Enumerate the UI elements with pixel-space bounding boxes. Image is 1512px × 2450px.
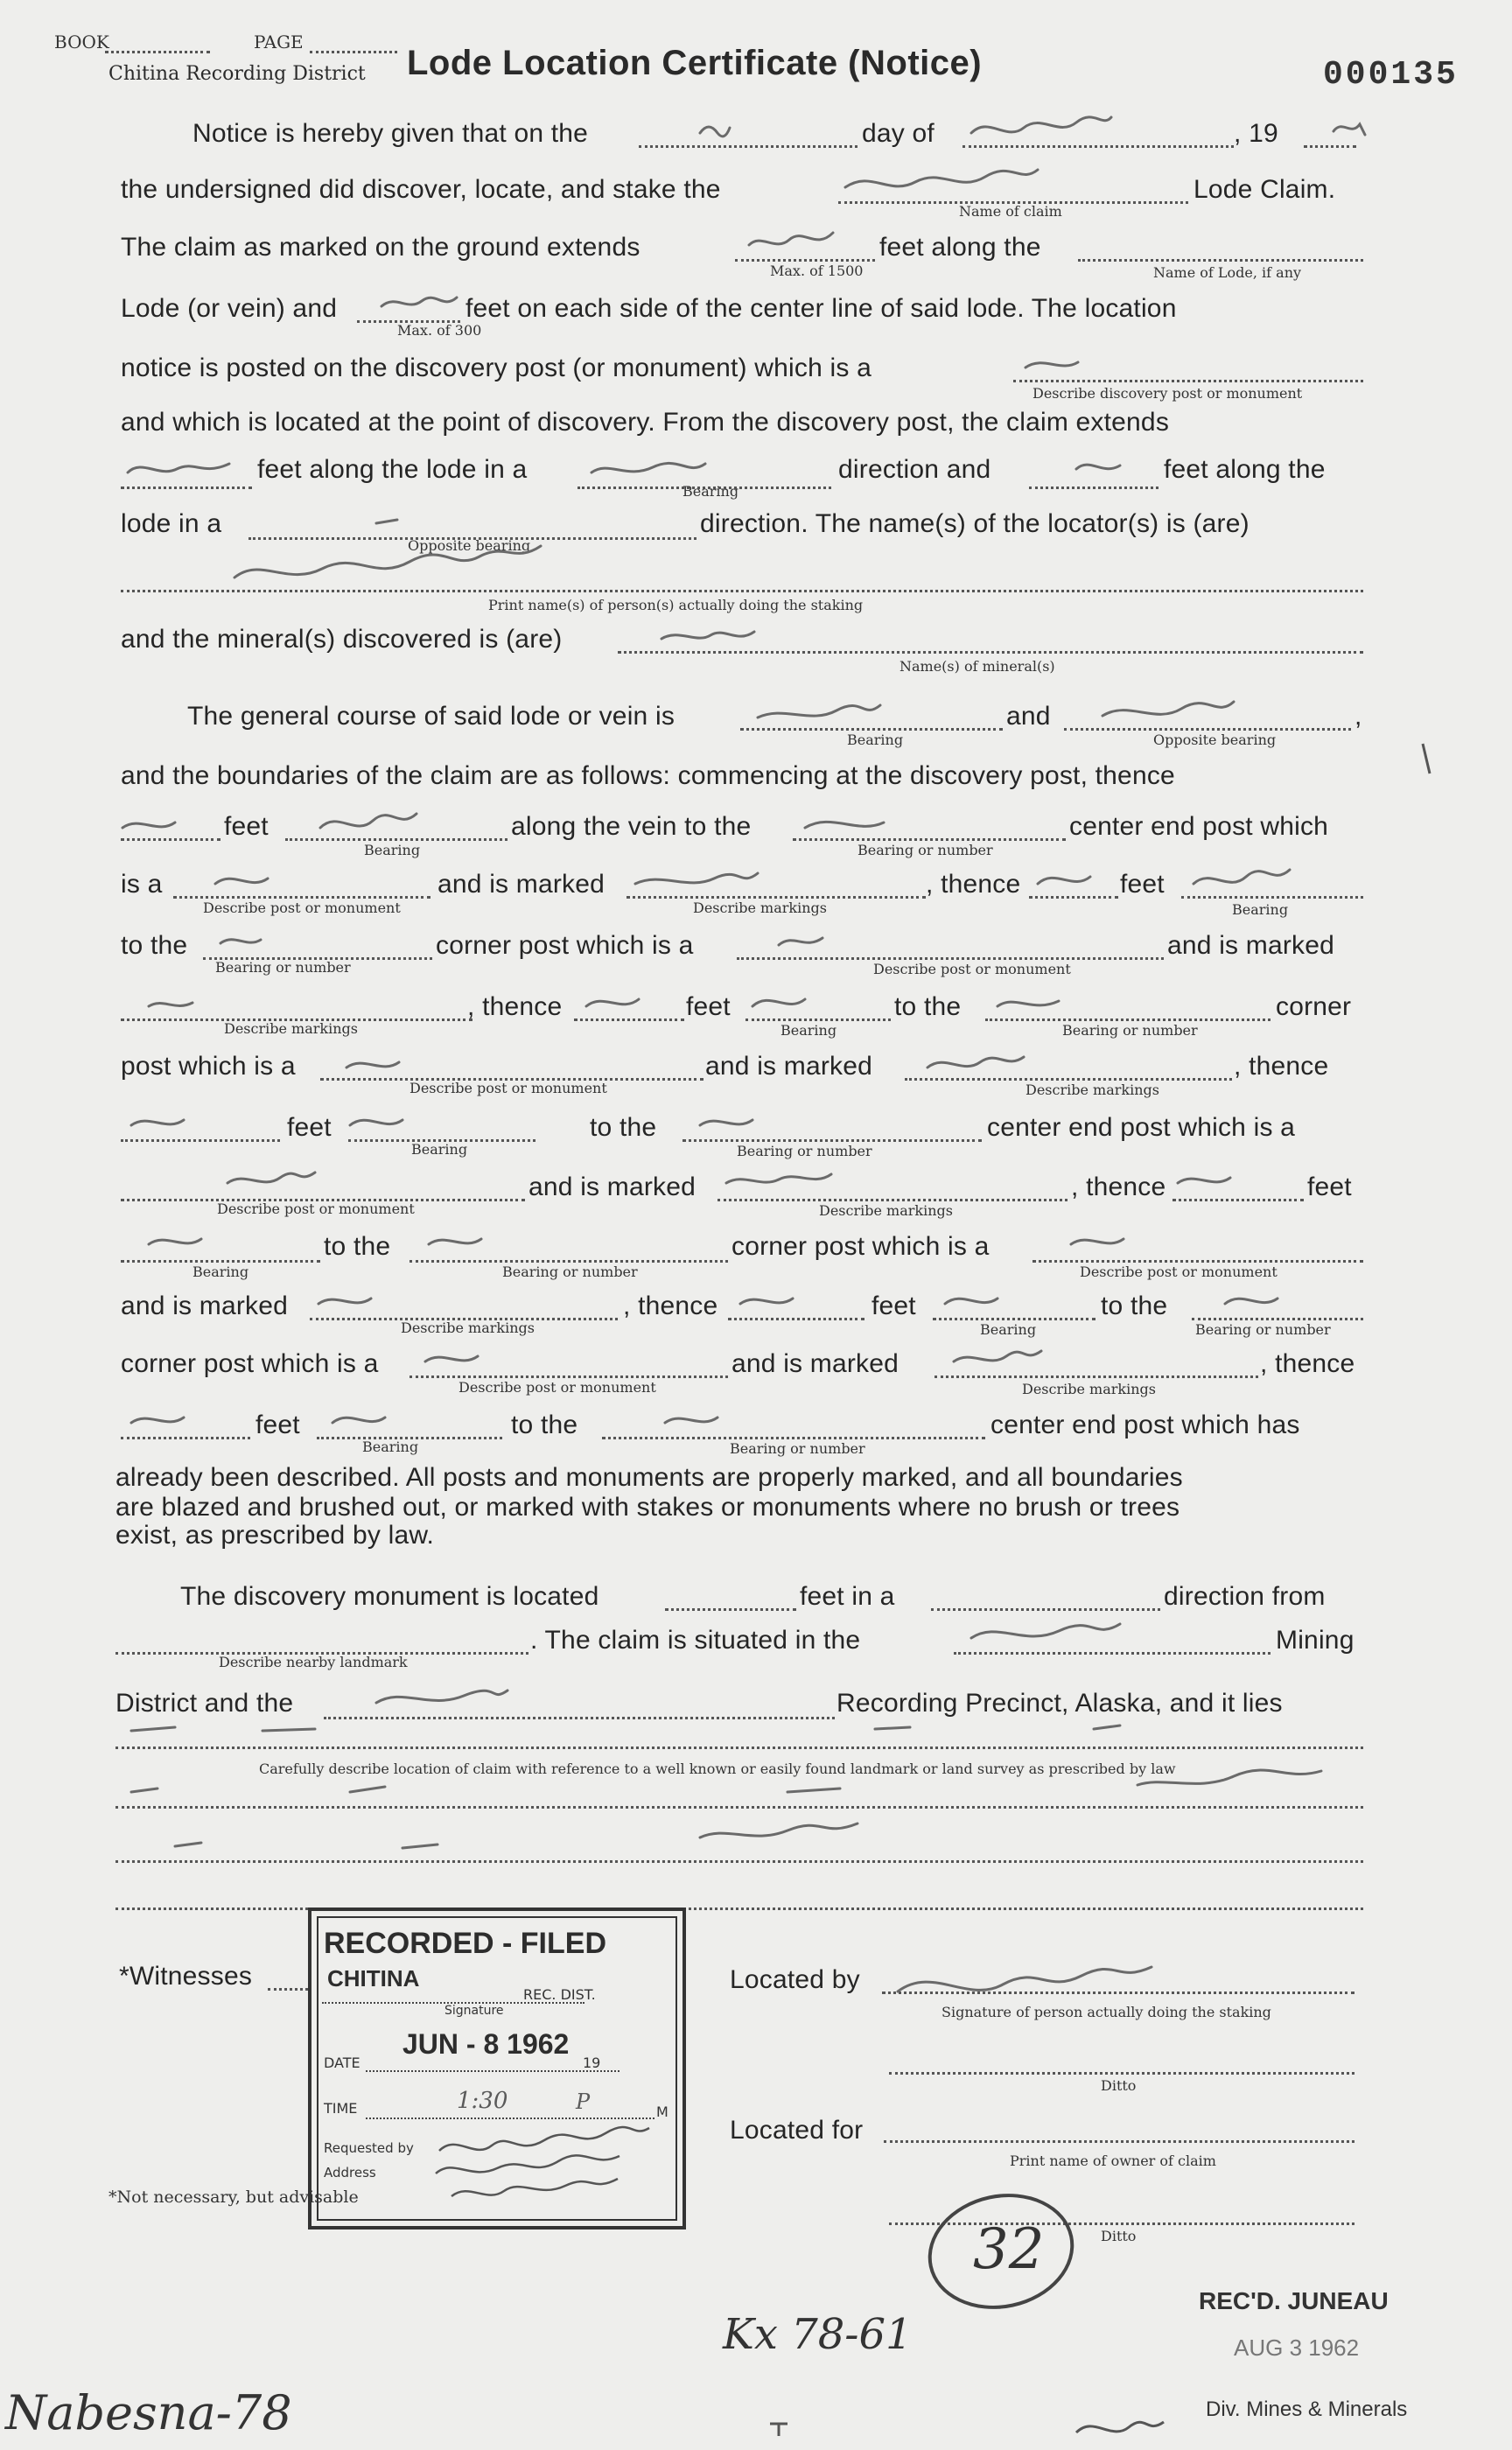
caption: Opposite bearing — [1153, 732, 1277, 748]
page-label: PAGE — [254, 32, 304, 52]
reference-number: Kx 78-61 — [723, 2310, 913, 2359]
text-line: Lode Claim. — [1194, 175, 1336, 204]
text-line: direction and — [838, 455, 991, 484]
text-line: feet on each side of the center line of said lode. The location — [466, 294, 1177, 323]
caption: Describe post or monument — [458, 1379, 656, 1396]
caption: Describe markings — [819, 1202, 953, 1219]
text-line: the undersigned did discover, locate, and stake the — [121, 175, 721, 204]
caption: Bearing — [847, 732, 904, 748]
text-line: to the — [121, 931, 188, 960]
owner-caption: Print name of owner of claim — [1010, 2152, 1216, 2169]
caption: Describe post or monument — [1080, 1264, 1278, 1280]
text-line: and is marked — [1167, 931, 1335, 960]
text-line: and is marked — [121, 1292, 289, 1320]
text-line: to the — [590, 1113, 657, 1142]
text-line: The discovery monument is located — [180, 1582, 599, 1611]
text-line: is a — [121, 870, 163, 899]
text-line: , thence — [623, 1292, 718, 1320]
caption: Carefully describe location of claim with reference to a well known or easily found landmark or land survey as prescribed by law — [259, 1760, 1176, 1777]
stamp-time-label: TIME — [324, 2100, 358, 2117]
text-line: , thence — [1260, 1349, 1355, 1378]
caption: Max. of 300 — [397, 322, 482, 339]
text-line: feet — [287, 1113, 332, 1142]
caption: Name(s) of mineral(s) — [900, 658, 1055, 675]
text-line: District and the — [116, 1689, 294, 1718]
caption: Bearing — [980, 1321, 1037, 1338]
text-line: Mining — [1276, 1626, 1354, 1655]
stamp-time-m: M — [656, 2104, 668, 2120]
located-by-label: Located by — [730, 1965, 860, 1994]
text-line: to the — [1101, 1292, 1168, 1320]
text-line: corner post which is a — [732, 1232, 990, 1261]
text-line: Lode (or vein) and — [121, 294, 338, 323]
text-line: center end post which — [1069, 812, 1329, 841]
stamp-rec-dist: REC. DIST. — [523, 1986, 596, 2003]
caption: Bearing or number — [1062, 1022, 1198, 1039]
caption: Bearing or number — [737, 1143, 872, 1159]
text-line: feet in a — [800, 1582, 895, 1611]
book-label: BOOK — [54, 32, 109, 52]
text-line: feet — [224, 812, 269, 841]
text-line: feet — [1307, 1172, 1352, 1201]
stamp-time-p: P — [576, 2090, 591, 2114]
text-line: Recording Precinct, Alaska, and it lies — [836, 1689, 1283, 1718]
caption: Bearing or number — [1195, 1321, 1331, 1338]
text-line: center end post which has — [990, 1410, 1300, 1439]
caption: Bearing — [364, 842, 421, 858]
caption: Bearing — [682, 483, 739, 500]
ditto-caption: Ditto — [1101, 2077, 1137, 2094]
text-line: and which is located at the point of discovery. From the discovery post, the claim extends — [121, 408, 1170, 437]
text-line: Notice is hereby given that on the — [192, 119, 589, 148]
text-line: and is marked — [438, 870, 606, 899]
text-line: notice is posted on the discovery post (or monument) which is a — [121, 354, 872, 382]
caption: Describe markings — [693, 900, 827, 916]
caption: Describe markings — [401, 1320, 535, 1336]
caption: Describe post or monument — [217, 1200, 415, 1217]
text-line: center end post which is a — [987, 1113, 1296, 1142]
caption: Describe nearby landmark — [219, 1654, 408, 1670]
caption: Bearing — [1232, 901, 1289, 918]
text-line: day of — [862, 119, 934, 148]
text-line: and the boundaries of the claim are as follows: commencing at the discovery post, thence — [121, 761, 1175, 790]
text-line: feet — [256, 1410, 300, 1439]
text-line: , 19 — [1234, 119, 1278, 148]
text-line: and is marked — [732, 1349, 900, 1378]
stamp-requested-by: Requested by — [324, 2140, 414, 2156]
text-line: feet — [1120, 870, 1165, 899]
text-line: , — [1354, 702, 1362, 731]
division-label: Div. Mines & Minerals — [1206, 2398, 1408, 2421]
text-line: feet along the — [879, 233, 1041, 262]
text-line: and is marked — [705, 1052, 873, 1081]
text-line: The claim as marked on the ground extends — [121, 233, 640, 262]
caption: Describe post or monument — [873, 961, 1071, 977]
text-line: , thence — [1071, 1172, 1166, 1201]
caption: Bearing or number — [215, 959, 351, 976]
caption: Describe post or monument — [410, 1080, 607, 1096]
text-line: to the — [511, 1410, 578, 1439]
stamp-year: 19 — [583, 2054, 601, 2071]
text-line: , thence — [467, 992, 563, 1021]
caption: Describe markings — [224, 1020, 358, 1037]
text-line: . The claim is situated in the — [530, 1626, 861, 1655]
text-line: already been described. All posts and monuments are properly marked, and all boundaries — [116, 1463, 1183, 1492]
located-for-label: Located for — [730, 2116, 864, 2145]
caption: Print name(s) of person(s) actually doing the staking — [488, 597, 864, 613]
circled-number: 32 — [973, 2217, 1045, 2282]
received-stamp: REC'D. JUNEAU — [1199, 2287, 1389, 2314]
text-line: , thence — [1234, 1052, 1329, 1081]
text-line: feet along the — [1164, 455, 1326, 484]
caption: Bearing — [362, 1438, 419, 1455]
caption: Name of claim — [959, 203, 1062, 220]
stamp-date-label: DATE — [324, 2054, 360, 2071]
text-line: and — [1006, 702, 1051, 731]
caption: Describe post or monument — [203, 900, 401, 916]
caption: Bearing or number — [730, 1440, 865, 1457]
text-line: are blazed and brushed out, or marked with stakes or monuments where no brush or trees — [116, 1493, 1180, 1522]
caption: Max. of 1500 — [770, 262, 864, 279]
recording-district: Chitina Recording District — [108, 63, 366, 85]
caption: Bearing — [411, 1141, 468, 1158]
caption: Describe markings — [1026, 1082, 1159, 1098]
stamp-address: Address — [324, 2165, 376, 2180]
witnesses-label: *Witnesses — [119, 1962, 253, 1991]
stamp-district: CHITINA — [327, 1965, 420, 1992]
caption: Bearing — [780, 1022, 837, 1039]
file-reference: Nabesna-78 — [5, 2385, 292, 2440]
text-line: feet along the lode in a — [257, 455, 528, 484]
document-title: Lode Location Certificate (Notice) — [407, 44, 983, 82]
caption: Describe discovery post or monument — [1032, 385, 1303, 402]
stamp-time: 1:30 — [457, 2088, 508, 2114]
text-line: corner — [1276, 992, 1352, 1021]
text-line: feet — [686, 992, 731, 1021]
caption: Name of Lode, if any — [1153, 264, 1302, 281]
text-line: corner post which is a — [121, 1349, 379, 1378]
text-line: and the mineral(s) discovered is (are) — [121, 625, 563, 654]
text-line: The general course of said lode or vein is — [187, 702, 676, 731]
caption: Bearing — [192, 1264, 249, 1280]
text-line: and is marked — [528, 1172, 696, 1201]
caption: Bearing or number — [858, 842, 993, 858]
text-line: to the — [894, 992, 962, 1021]
stamp-date: JUN - 8 1962 — [402, 2028, 570, 2060]
text-line: feet — [872, 1292, 916, 1320]
caption: Describe markings — [1022, 1381, 1156, 1397]
text-line: exist, as prescribed by law. — [116, 1521, 435, 1550]
text-line: to the — [324, 1232, 391, 1261]
stamp-signature: Signature — [444, 2004, 504, 2018]
ditto-caption-2: Ditto — [1101, 2228, 1137, 2244]
stamp-title: RECORDED - FILED — [324, 1927, 606, 1960]
text-line: , thence — [926, 870, 1021, 899]
received-date: AUG 3 1962 — [1234, 2334, 1360, 2361]
footnote: *Not necessary, but advisable — [108, 2188, 359, 2207]
text-line: direction. The name(s) of the locator(s) is (are) — [700, 509, 1250, 538]
document-number: 000135 — [1323, 56, 1459, 94]
text-line: direction from — [1164, 1582, 1326, 1611]
caption: Bearing or number — [502, 1264, 638, 1280]
text-line: post which is a — [121, 1052, 296, 1081]
text-line: lode in a — [121, 509, 222, 538]
caption: Opposite bearing — [408, 537, 531, 554]
text-line: corner post which is a — [436, 931, 694, 960]
signature-caption: Signature of person actually doing the staking — [942, 2004, 1271, 2020]
text-line: along the vein to the — [511, 812, 752, 841]
